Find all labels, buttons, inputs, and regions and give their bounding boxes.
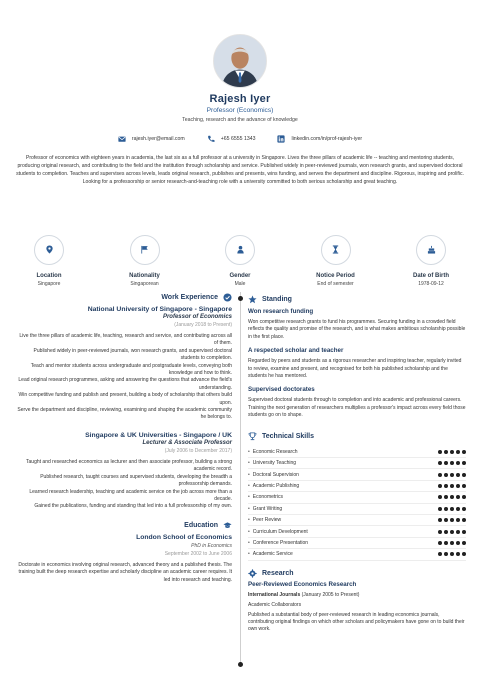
- email-text: rajesh.iyer@email.com: [131, 136, 185, 142]
- skill-dot: [462, 450, 466, 454]
- right-column: [248, 295, 466, 634]
- check-badge-icon: [223, 293, 232, 302]
- skill-dot: [450, 473, 454, 477]
- skill-dot: [438, 484, 442, 488]
- skill-dot: [444, 484, 448, 488]
- skill-row: [248, 538, 466, 549]
- skill-row: [248, 481, 466, 492]
- skill-dot: [444, 530, 448, 534]
- skill-dot: [444, 541, 448, 545]
- skill-row: [248, 492, 466, 503]
- fact-label: Date of Birth: [413, 273, 449, 279]
- skill-level-dots: [438, 484, 466, 488]
- skill-dot: [450, 541, 454, 545]
- job-line: Taught and researched economics as lecturer and then associate professor, building a strong academic record.: [26, 458, 232, 473]
- skill-name: • Conference Presentation: [248, 540, 308, 546]
- email-contact[interactable]: [118, 135, 185, 143]
- skill-dot: [456, 541, 460, 545]
- candidate-name: Rajesh Iyer: [209, 93, 271, 105]
- skill-name: • Peer Review: [248, 517, 281, 523]
- skill-dot: [450, 484, 454, 488]
- phone-icon: [207, 135, 215, 143]
- research-description: Published a substantial body of peer-reviewed research in leading economics journals, contributing original findings on which other scholars and policymakers have gone on to build their own work.: [248, 611, 465, 633]
- job-line: Lead original research programmes, asking and answering the questions that advance the field's understanding.: [18, 377, 232, 391]
- job-organization: Singapore & UK Universities - Singapore / UK: [85, 431, 232, 439]
- skill-dot: [456, 518, 460, 522]
- skill-dot: [462, 473, 466, 477]
- education-heading: [16, 521, 232, 530]
- fact-value: End of semester: [317, 281, 354, 287]
- research-heading: [248, 569, 466, 578]
- skill-level-dots: [438, 541, 466, 545]
- skill-dot: [444, 495, 448, 499]
- job-date: (July 2006 to December 2017): [164, 447, 232, 454]
- job-line: Learned research leadership, teaching and academic service on the job across more than a decade.: [29, 488, 232, 502]
- fact-label: Location: [36, 273, 62, 279]
- skill-dot: [438, 461, 442, 465]
- skill-dot: [444, 552, 448, 556]
- job-organization: National University of Singapore - Singapore: [87, 306, 232, 313]
- skill-dot: [456, 507, 460, 511]
- fact-value: Singaporean: [130, 281, 159, 287]
- skill-dot: [450, 461, 454, 465]
- skill-level-dots: [438, 552, 466, 556]
- skill-dot: [456, 495, 460, 499]
- fact-location: [16, 235, 82, 287]
- skill-dot: [450, 450, 454, 454]
- skill-level-dots: [438, 450, 466, 454]
- job-line: Gained the publications, funding and standing that led into a full professorship of my own.: [34, 503, 232, 510]
- job-description: [16, 333, 232, 422]
- skill-name: • Economic Research: [248, 449, 298, 455]
- skill-dot: [450, 507, 454, 511]
- skill-dot: [462, 461, 466, 465]
- skill-level-dots: [438, 461, 466, 465]
- skill-name: • Econometrics: [248, 494, 283, 500]
- trophy-icon: [248, 432, 257, 441]
- job-entry: [16, 306, 232, 422]
- section-title: Education: [184, 521, 218, 529]
- journal-date: (January 2005 to Present): [301, 591, 360, 598]
- skill-dot: [462, 530, 466, 534]
- cake-icon: [427, 241, 436, 259]
- skill-dot: [456, 530, 460, 534]
- skill-row: [248, 504, 466, 515]
- skill-name: • University Teaching: [248, 460, 296, 466]
- skill-dot: [450, 530, 454, 534]
- standing-item-text: Won competitive research grants to fund his programmes. Securing funding in a crowded field reflects the quality and promise of the research, and is what makes ambitious scholarship possible in the first place.: [248, 319, 466, 340]
- skill-dot: [456, 461, 460, 465]
- skill-dot: [444, 461, 448, 465]
- skill-dot: [462, 552, 466, 556]
- skill-row: [248, 469, 466, 480]
- skill-row: [248, 549, 466, 560]
- skill-row: [248, 458, 466, 469]
- skill-level-dots: [438, 518, 466, 522]
- star-icon: [248, 295, 257, 304]
- skill-dot: [438, 495, 442, 499]
- skill-level-dots: [438, 530, 466, 534]
- skill-row: [248, 447, 466, 458]
- job-line: Win competitive funding and publish and present, building a body of scholarship that others build upon.: [18, 392, 232, 406]
- skill-dot: [462, 541, 466, 545]
- section-title: Standing: [262, 296, 292, 303]
- skill-dot: [444, 518, 448, 522]
- timeline-dot: [238, 662, 243, 667]
- job-date: (January 2018 to Present): [174, 322, 232, 328]
- skill-dot: [438, 530, 442, 534]
- linkedin-contact[interactable]: [277, 135, 362, 143]
- fact-value: Male: [234, 281, 246, 287]
- standing-item-text: Supervised doctoral students through to completion and into academic and professional careers. Training the next generation of researchers multiplies a professor's impact across every field those students go on to shape.: [248, 397, 466, 419]
- job-entry: [16, 432, 232, 511]
- skill-dot: [462, 495, 466, 499]
- standing-item-heading: Supervised doctorates: [248, 386, 315, 394]
- degree-name: PhD in Economics: [191, 542, 232, 549]
- skill-dot: [462, 518, 466, 522]
- research-gear-icon: [248, 569, 257, 578]
- phone-text: +65 6555 1343: [220, 136, 256, 142]
- skill-dot: [462, 484, 466, 488]
- personal-facts: [16, 235, 464, 287]
- skill-dot: [456, 473, 460, 477]
- standing-item-heading: Won research funding: [248, 308, 314, 315]
- phone-contact[interactable]: [207, 135, 256, 143]
- section-title: Work Experience: [161, 294, 218, 301]
- fact-date-of-birth: [398, 235, 464, 287]
- fact-label: Notice Period: [316, 273, 355, 279]
- skill-level-dots: [438, 473, 466, 477]
- skill-name: • Grant Writing: [248, 506, 282, 512]
- skill-level-dots: [438, 495, 466, 499]
- skill-dot: [444, 450, 448, 454]
- fact-gender: [207, 235, 273, 287]
- skill-dot: [462, 507, 466, 511]
- profile-summary: Professor of economics with eighteen years in academia, the last six as a full professor at a university in Singapore. Lives the three pillars of academic life -- teaching and mentoring students, producing original research, and contributing to the field and the institution through scholarship and service. Published widely in peer-reviewed journals, won research grants, and supervised doctoral students to completion. Teaches and supervises across levels, leads original research, publishes and presents, wins funding, and serves the department and discipline. Rigorous, inspiring and prolific. Looking for a professorship or senior research-and-teaching role with a university committed to both serious scholarship and great teaching.: [16, 155, 464, 185]
- skill-dot: [450, 495, 454, 499]
- skill-row: [248, 515, 466, 526]
- skill-dot: [438, 541, 442, 545]
- skill-dot: [450, 552, 454, 556]
- left-column: [16, 293, 232, 584]
- skill-dot: [456, 450, 460, 454]
- research-journal: [248, 592, 466, 598]
- skill-dot: [456, 552, 460, 556]
- skill-dot: [438, 518, 442, 522]
- timeline-divider: [240, 292, 241, 665]
- technical-skills-heading: [248, 432, 466, 441]
- fact-value: 1978-09-12: [418, 281, 444, 287]
- fact-nationality: [112, 235, 178, 287]
- skill-dot: [450, 518, 454, 522]
- profile-photo: [213, 34, 267, 88]
- job-role: Lecturer & Associate Professor: [142, 439, 232, 446]
- fact-notice-period: [303, 235, 369, 287]
- job-line: Live the three pillars of academic life, teaching, research and service, and contributing across all of them.: [19, 333, 232, 347]
- flag-icon: [140, 241, 149, 259]
- candidate-role: Professor (Economics): [206, 107, 274, 114]
- fact-label: Nationality: [129, 273, 160, 279]
- skill-name: • Doctoral Supervision: [248, 472, 299, 478]
- person-icon: [236, 241, 245, 259]
- school-name: London School of Economics: [136, 533, 232, 541]
- skill-dot: [444, 507, 448, 511]
- job-line: Published research, taught courses and supervised students, developing the breadth a professorship demands.: [40, 473, 232, 488]
- linkedin-text: linkedin.com/in/prof-rajesh-iyer: [291, 136, 363, 142]
- skill-dot: [444, 473, 448, 477]
- fact-value: Singapore: [37, 281, 61, 287]
- standing-item-heading: A respected scholar and teacher: [248, 347, 344, 355]
- fact-label: Gender: [229, 273, 251, 279]
- skill-row: [248, 526, 466, 537]
- standing-heading: [248, 295, 466, 304]
- skill-dot: [438, 507, 442, 511]
- skills-list: [248, 447, 466, 561]
- work-experience-heading: [16, 293, 232, 302]
- timeline-dot: [238, 296, 243, 301]
- job-line: Teach and mentor students across undergraduate and postgraduate levels, conveying both knowledge and how to think.: [30, 362, 232, 377]
- envelope-icon: [118, 135, 126, 143]
- skill-name: • Curriculum Development: [248, 529, 308, 535]
- linkedin-icon: [277, 135, 285, 143]
- skill-level-dots: [438, 507, 466, 511]
- education-date: September 2002 to June 2006: [164, 550, 232, 557]
- section-title: Technical Skills: [262, 432, 315, 440]
- skill-name: • Academic Service: [248, 551, 293, 557]
- research-title: Peer-Reviewed Economics Research: [248, 580, 357, 588]
- hourglass-icon: [331, 241, 340, 259]
- skill-dot: [438, 473, 442, 477]
- candidate-tagline: Teaching, research and the advance of knowledge: [182, 117, 298, 123]
- job-line: Serve the department and discipline, reviewing, examining and shaping the academic community he belongs to.: [17, 407, 232, 421]
- skill-dot: [456, 484, 460, 488]
- job-role: Professor of Economics: [162, 314, 232, 320]
- contact-bar: [0, 135, 480, 143]
- education-description: Doctorate in economics involving original research, advanced theory and a published thesis. The training built the deep research expertise and scholarly discipline an academic career requires. It led into research and teaching.: [18, 561, 232, 583]
- job-line: Published widely in peer-reviewed journals, won research grants, and supervised doctoral students to completion.: [33, 347, 232, 362]
- section-title: Research: [262, 569, 294, 577]
- skill-dot: [438, 552, 442, 556]
- skill-dot: [438, 450, 442, 454]
- location-pin-icon: [45, 241, 54, 259]
- job-description: [16, 459, 232, 511]
- education-section: [16, 521, 232, 584]
- research-collaborators: Academic Collaborators: [248, 601, 302, 608]
- graduation-cap-icon: [223, 521, 232, 530]
- standing-item-text: Regarded by peers and students as a rigorous researcher and inspiring teacher, regularly invited to review, examine and present, and recognised for both his published scholarship and the students he has mentored.: [248, 358, 462, 380]
- journal-name: International Journals: [248, 591, 301, 598]
- skill-name: • Academic Publishing: [248, 483, 299, 489]
